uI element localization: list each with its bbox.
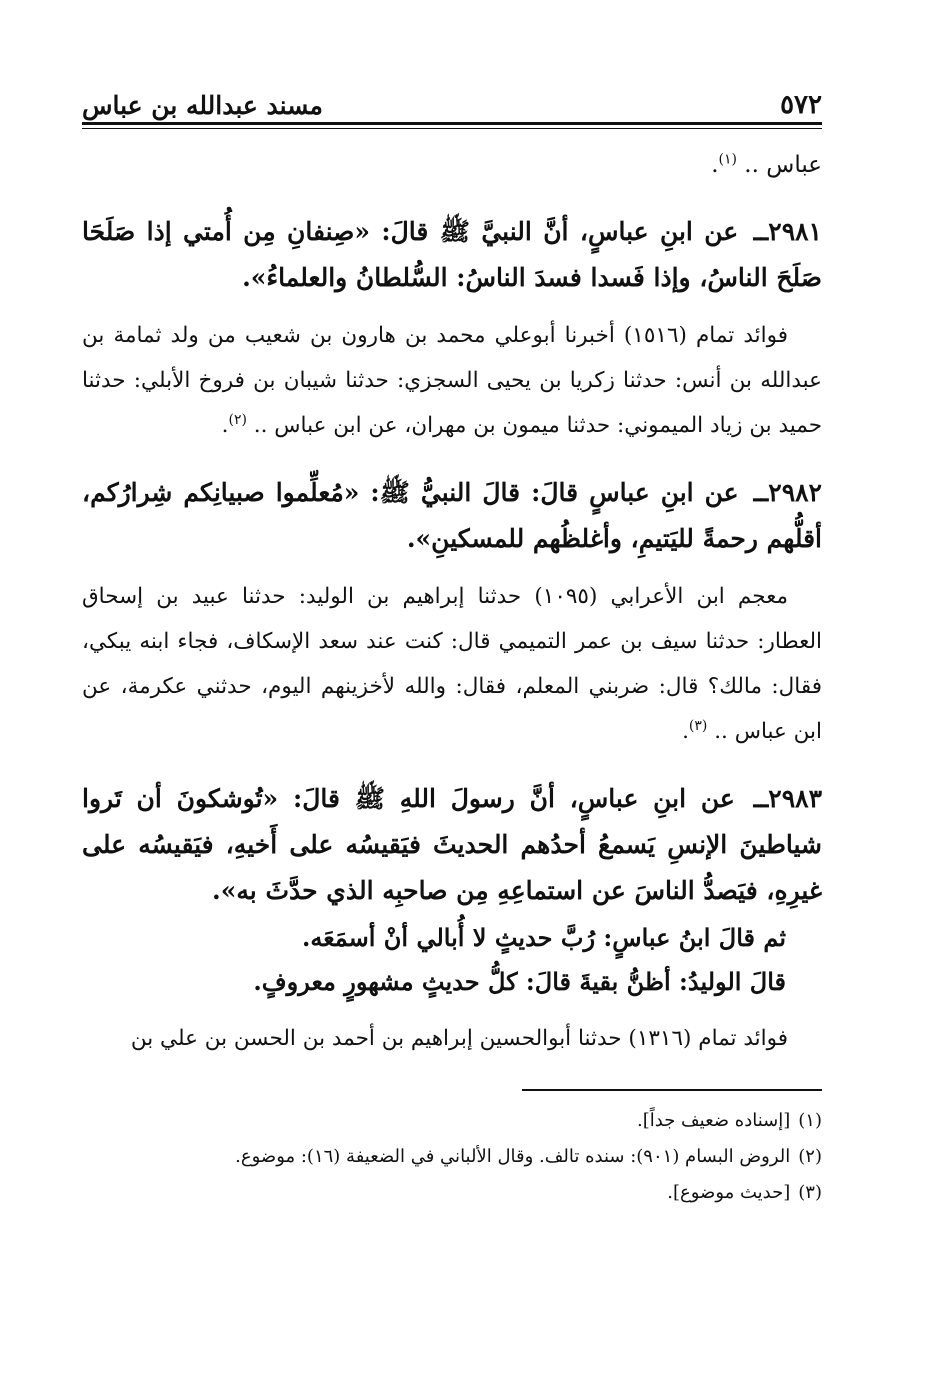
hadith-2982 bbox=[82, 470, 822, 562]
comment-line: ثم قالَ ابنُ عباسٍ: رُبَّ حديثٍ لا أُبالي أنْ أسمَعَه. bbox=[302, 923, 786, 952]
footnote-ref: (٢) bbox=[228, 411, 247, 428]
footnote-number: (١) bbox=[798, 1110, 822, 1131]
footnote-text: الروض البسام (٩٠١): سنده تالف. وقال الألباني في الضعيفة (١٦): موضوع. bbox=[235, 1146, 791, 1167]
hadith-2981 bbox=[82, 209, 822, 301]
book-page bbox=[82, 82, 822, 1211]
footnote-ref: (٣) bbox=[688, 717, 708, 734]
running-title: مسند عبدالله بن عباس bbox=[82, 91, 323, 120]
footnotes bbox=[82, 1103, 822, 1211]
hadith-text: عن ابنِ عباسٍ، أنَّ رسولَ اللهِ ﷺ قالَ: «تُوشكونَ أن تَروا شياطينَ الإنسِ يَسمعُ أحدُهم الحديثَ فيَقيسُه على أَخيهِ، فيَقيسُه على غيرِهِ، فيَصدُّ الناسَ عن استماعِهِ مِن صاحبِه الذي حدَّثَ به». bbox=[82, 784, 822, 905]
running-head bbox=[82, 82, 822, 118]
hadith-source: معجم ابن الأعرابي (١٠٩٥) حدثنا إبراهيم بن الوليد: حدثنا عبيد بن إسحاق العطار: حدثنا سيف بن عمر التميمي قال: كنت عند سعد الإسكاف، فجاء ابنه يبكي، فقال: مالك؟ قال: ضربني المعلم، فقال: والله لأخزينهم اليوم، حدثني عكرمة، عن ابن عباس .. $^{(٣)}$. bbox=[82, 584, 822, 744]
footnote-rule bbox=[522, 1089, 822, 1091]
footnote bbox=[82, 1139, 822, 1175]
source-text: فوائد تمام (١٣١٦) حدثنا أبوالحسين إبراهيم بن أحمد بن الحسن بن علي بن bbox=[130, 1026, 788, 1051]
footnote-ref: (١) bbox=[718, 151, 737, 168]
hadith-number: ٢٩٨٢ــ bbox=[753, 478, 822, 507]
hadith-number: ٢٩٨٣ــ bbox=[753, 784, 822, 813]
footnote-text: [إسناده ضعيف جداً]. bbox=[637, 1110, 791, 1131]
footnote bbox=[82, 1103, 822, 1139]
footnote-text: [حديث موضوع]. bbox=[667, 1182, 791, 1203]
footnote-number: (٣) bbox=[798, 1182, 822, 1203]
hadith-source: فوائد تمام (١٥١٦) أخبرنا أبوعلي محمد بن هارون بن شعيب من ولد ثمامة بن عبدالله بن أنس: حدثنا زكريا بن يحيى السجزي: حدثنا شيبان بن فروخ الأبلي: حدثنا حميد بن زياد الميموني: حدثنا ميمون بن مهران، عن ابن عباس .. $^{(٢)}$. bbox=[82, 323, 822, 438]
source-text: فوائد تمام (١٥١٦) أخبرنا أبوعلي محمد بن هارون بن شعيب من ولد ثمامة بن عبدالله بن أنس: حدثنا زكريا بن يحيى السجزي: حدثنا شيبان بن فروخ الأبلي: حدثنا حميد بن زياد الميموني: حدثنا ميمون بن مهران، عن ابن عباس .. bbox=[82, 323, 822, 438]
footnote-number: (٢) bbox=[798, 1146, 822, 1167]
hadith-2983 bbox=[82, 776, 822, 914]
hadith-number: ٢٩٨١ــ bbox=[753, 217, 822, 246]
hadith-text: عن ابنِ عباسٍ، أنَّ النبيَّ ﷺ قالَ: «صِنفانِ مِن أُمتي إذا صَلَحَا صَلَحَ الناسُ، وإذا فَسدا فسدَ الناسُ: السُّلطانُ والعلماءُ». bbox=[82, 217, 822, 292]
hadith-source bbox=[82, 1016, 822, 1061]
continuation-text: عباس .. $^{(١)}$. bbox=[711, 151, 822, 178]
narrator-comments bbox=[82, 916, 822, 1004]
footnote bbox=[82, 1175, 822, 1211]
header-rule bbox=[82, 122, 822, 129]
source-text: معجم ابن الأعرابي (١٠٩٥) حدثنا إبراهيم بن الوليد: حدثنا عبيد بن إسحاق العطار: حدثنا سيف بن عمر التميمي قال: كنت عند سعد الإسكاف، فجاء ابنه يبكي، فقال: مالك؟ قال: ضربني المعلم، فقال: والله لأخزينهم اليوم، حدثني عكرمة، عن ابن عباس .. bbox=[82, 584, 822, 744]
comment-line: قالَ الوليدُ: أظنُّ بقيةَ قالَ: كلُّ حديثٍ مشهورٍ معروفٍ. bbox=[253, 967, 786, 996]
page-number: ٥٧٢ bbox=[780, 90, 822, 120]
hadith-text: عن ابنِ عباسٍ قالَ: قالَ النبيُّ ﷺ: «مُعلِّموا صبيانِكم شِرارُكم، أقلُّهم رحمةً لليَتيمِ، وأغلظُهم للمسكينِ». bbox=[82, 478, 822, 553]
